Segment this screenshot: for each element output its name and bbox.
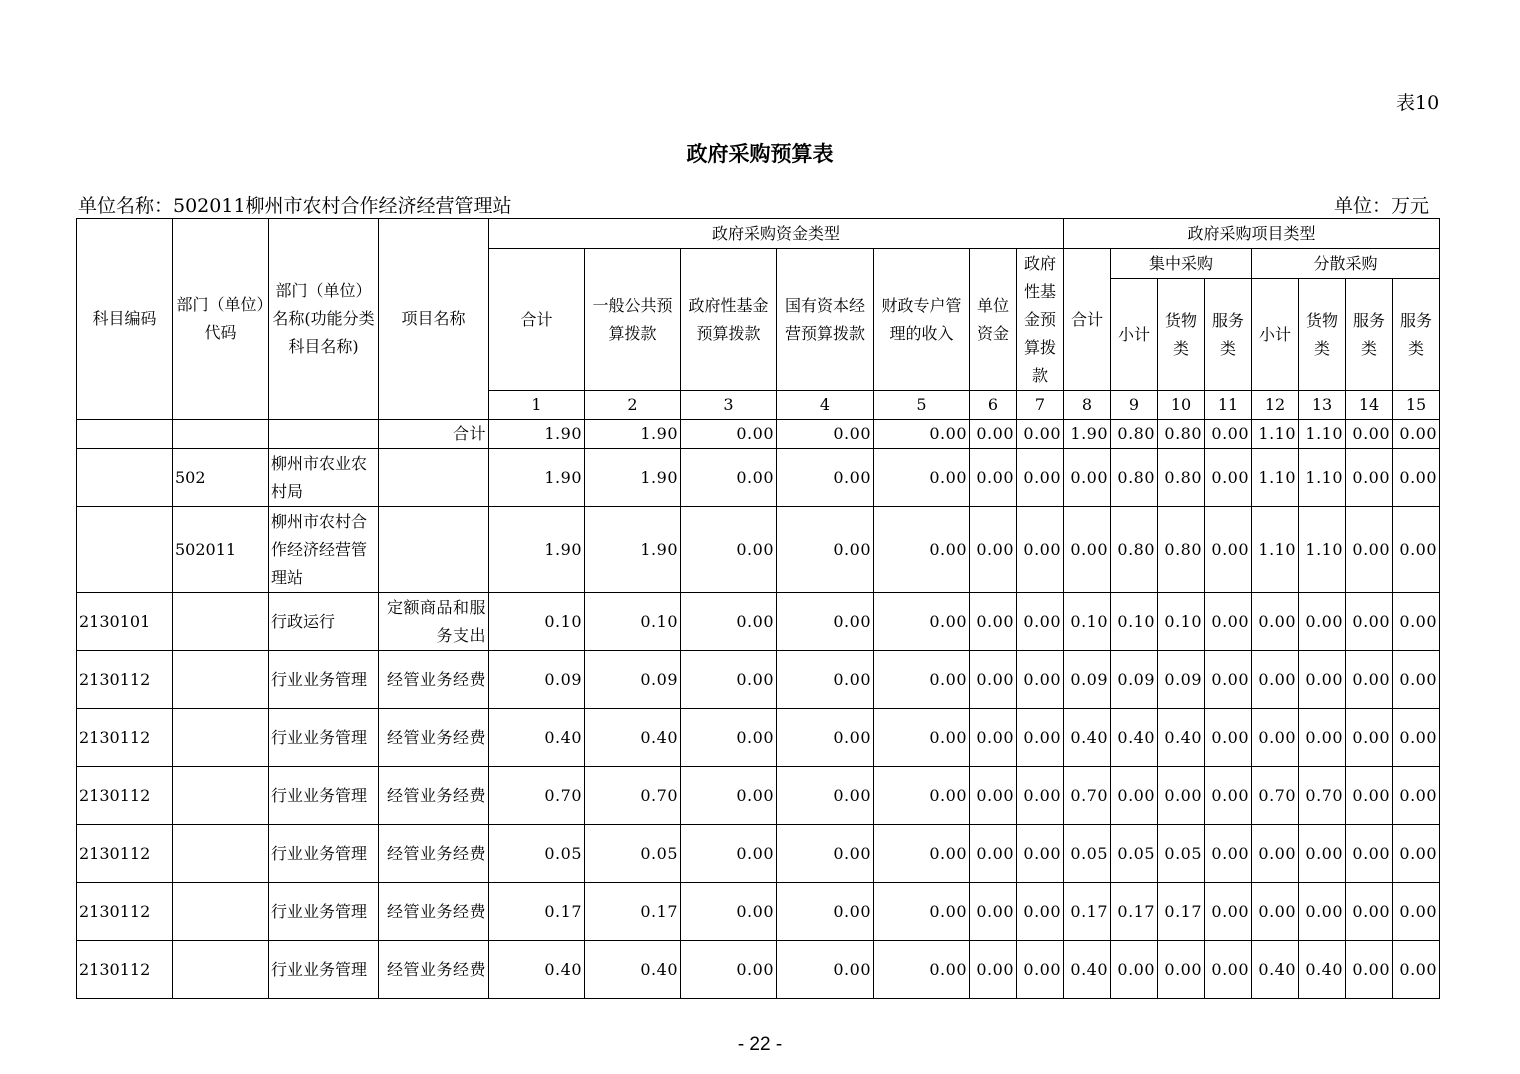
value-cell: 0.40 <box>489 709 585 767</box>
value-cell: 0.17 <box>585 883 681 941</box>
dept-name-cell <box>269 420 379 449</box>
value-cell: 1.10 <box>1252 507 1299 593</box>
dept-name-cell: 行业业务管理 <box>269 825 379 883</box>
column-number: 2 <box>585 391 681 420</box>
value-cell: 0.09 <box>585 651 681 709</box>
value-cell: 0.00 <box>874 449 970 507</box>
column-number: 4 <box>777 391 874 420</box>
col-header-unit-fund: 单位资金 <box>970 249 1017 391</box>
value-cell: 0.00 <box>1346 507 1393 593</box>
value-cell: 0.00 <box>970 767 1017 825</box>
value-cell: 0.00 <box>1205 593 1252 651</box>
value-cell: 0.00 <box>777 651 874 709</box>
value-cell: 0.80 <box>1111 420 1158 449</box>
value-cell: 0.05 <box>1064 825 1111 883</box>
value-cell: 0.00 <box>1205 825 1252 883</box>
value-cell: 0.00 <box>1252 709 1299 767</box>
value-cell: 0.00 <box>1346 420 1393 449</box>
value-cell: 0.00 <box>777 825 874 883</box>
value-cell: 0.00 <box>681 507 777 593</box>
dept-name-cell: 柳州市农业农村局 <box>269 449 379 507</box>
value-cell: 0.00 <box>1393 941 1440 999</box>
value-cell: 0.00 <box>1299 593 1346 651</box>
column-number: 11 <box>1205 391 1252 420</box>
value-cell: 0.00 <box>1205 883 1252 941</box>
value-cell: 0.00 <box>1252 651 1299 709</box>
column-number: 3 <box>681 391 777 420</box>
col-header-dispersed-service: 服务类 <box>1346 279 1393 391</box>
value-cell: 0.00 <box>970 593 1017 651</box>
value-cell: 0.09 <box>1111 651 1158 709</box>
value-cell: 0.10 <box>1064 593 1111 651</box>
value-cell: 0.00 <box>1205 449 1252 507</box>
dept-code-cell <box>173 593 269 651</box>
value-cell: 0.00 <box>1299 825 1346 883</box>
dept-code-cell <box>173 651 269 709</box>
col-header-project-name: 项目名称 <box>379 219 489 420</box>
value-cell: 0.40 <box>1064 709 1111 767</box>
value-cell: 0.00 <box>1205 941 1252 999</box>
value-cell: 0.00 <box>1346 593 1393 651</box>
value-cell: 0.00 <box>681 449 777 507</box>
dept-code-cell: 502 <box>173 449 269 507</box>
value-cell: 0.00 <box>681 825 777 883</box>
project-name-cell <box>379 507 489 593</box>
value-cell: 0.00 <box>1252 593 1299 651</box>
table-number: 表10 <box>1396 92 1440 114</box>
value-cell: 0.00 <box>1017 507 1064 593</box>
value-cell: 0.80 <box>1158 420 1205 449</box>
value-cell: 0.17 <box>1064 883 1111 941</box>
value-cell: 0.00 <box>874 593 970 651</box>
value-cell: 0.00 <box>1017 449 1064 507</box>
value-cell: 0.40 <box>1158 709 1205 767</box>
value-cell: 0.05 <box>585 825 681 883</box>
value-cell: 0.00 <box>1064 449 1111 507</box>
value-cell: 0.10 <box>489 593 585 651</box>
dept-name-cell: 行业业务管理 <box>269 941 379 999</box>
value-cell: 1.10 <box>1252 420 1299 449</box>
value-cell: 0.00 <box>1393 767 1440 825</box>
column-number: 13 <box>1299 391 1346 420</box>
dept-name-cell: 行政运行 <box>269 593 379 651</box>
value-cell: 0.17 <box>1111 883 1158 941</box>
value-cell: 0.09 <box>489 651 585 709</box>
value-cell: 0.00 <box>1205 420 1252 449</box>
procurement-budget-table <box>76 218 1440 999</box>
col-header-fund-type-group: 政府采购资金类型 <box>489 219 1064 249</box>
value-cell: 0.09 <box>1158 651 1205 709</box>
value-cell: 0.00 <box>1017 651 1064 709</box>
value-cell: 0.40 <box>1064 941 1111 999</box>
table-row <box>77 593 1440 651</box>
value-cell: 0.00 <box>1299 651 1346 709</box>
value-cell: 0.00 <box>681 420 777 449</box>
value-cell: 0.00 <box>1346 709 1393 767</box>
value-cell: 0.40 <box>585 709 681 767</box>
value-cell: 0.00 <box>1299 883 1346 941</box>
value-cell: 0.00 <box>1393 651 1440 709</box>
value-cell: 0.00 <box>777 767 874 825</box>
value-cell: 0.00 <box>1346 449 1393 507</box>
subject-code-cell: 2130112 <box>77 825 173 883</box>
column-number: 7 <box>1017 391 1064 420</box>
value-cell: 0.80 <box>1158 449 1205 507</box>
dept-name-cell: 行业业务管理 <box>269 709 379 767</box>
currency-unit: 单位：万元 <box>1334 195 1430 217</box>
value-cell: 0.00 <box>970 651 1017 709</box>
project-name-cell: 经管业务经费 <box>379 767 489 825</box>
col-header-gov-fund-budget: 政府性基金预算拨款 <box>1017 249 1064 391</box>
table-row <box>77 825 1440 883</box>
col-header-gov-fund: 政府性基金预算拨款 <box>681 249 777 391</box>
value-cell: 0.00 <box>874 651 970 709</box>
value-cell: 0.00 <box>970 941 1017 999</box>
value-cell: 0.00 <box>1017 941 1064 999</box>
value-cell: 1.90 <box>585 507 681 593</box>
value-cell: 0.00 <box>681 767 777 825</box>
value-cell: 0.00 <box>681 593 777 651</box>
column-number: 14 <box>1346 391 1393 420</box>
table-row <box>77 651 1440 709</box>
table-row <box>77 883 1440 941</box>
value-cell: 0.00 <box>1299 709 1346 767</box>
dept-name-cell: 行业业务管理 <box>269 883 379 941</box>
value-cell: 0.00 <box>777 709 874 767</box>
value-cell: 0.00 <box>970 709 1017 767</box>
value-cell: 0.00 <box>681 709 777 767</box>
value-cell: 0.00 <box>777 883 874 941</box>
value-cell: 0.00 <box>970 420 1017 449</box>
subject-code-cell <box>77 420 173 449</box>
column-number: 10 <box>1158 391 1205 420</box>
value-cell: 0.00 <box>1111 767 1158 825</box>
value-cell: 0.00 <box>874 941 970 999</box>
value-cell: 0.00 <box>681 883 777 941</box>
table-row <box>77 709 1440 767</box>
value-cell: 1.90 <box>489 449 585 507</box>
col-header-dispersed-goods: 货物类 <box>1299 279 1346 391</box>
value-cell: 0.00 <box>1393 420 1440 449</box>
value-cell: 0.10 <box>585 593 681 651</box>
value-cell: 0.70 <box>585 767 681 825</box>
column-number: 5 <box>874 391 970 420</box>
unit-name: 单位名称：502011柳州市农村合作经济经营管理站 <box>78 195 512 217</box>
col-header-dispersed: 分散采购 <box>1252 249 1440 279</box>
value-cell: 0.00 <box>874 420 970 449</box>
value-cell: 0.40 <box>489 941 585 999</box>
value-cell: 0.00 <box>1252 825 1299 883</box>
value-cell: 1.10 <box>1252 449 1299 507</box>
table-row <box>77 420 1440 449</box>
value-cell: 0.00 <box>874 883 970 941</box>
value-cell: 0.00 <box>1064 507 1111 593</box>
value-cell: 0.00 <box>777 507 874 593</box>
value-cell: 0.00 <box>1393 825 1440 883</box>
value-cell: 0.70 <box>1299 767 1346 825</box>
value-cell: 0.40 <box>1299 941 1346 999</box>
dept-code-cell <box>173 883 269 941</box>
value-cell: 0.00 <box>1346 767 1393 825</box>
page-number: - 22 - <box>737 1034 783 1055</box>
table-row <box>77 507 1440 593</box>
table-row <box>77 767 1440 825</box>
value-cell: 0.00 <box>1393 507 1440 593</box>
value-cell: 0.80 <box>1158 507 1205 593</box>
subject-code-cell: 2130112 <box>77 883 173 941</box>
value-cell: 0.40 <box>1252 941 1299 999</box>
col-header-state-capital: 国有资本经营预算拨款 <box>777 249 874 391</box>
dept-code-cell <box>173 825 269 883</box>
subject-code-cell <box>77 449 173 507</box>
column-number: 6 <box>970 391 1017 420</box>
dept-code-cell <box>173 709 269 767</box>
col-header-dept-name: 部门（单位）名称(功能分类科目名称) <box>269 219 379 420</box>
value-cell: 0.05 <box>1111 825 1158 883</box>
column-number: 15 <box>1393 391 1440 420</box>
value-cell: 0.00 <box>874 767 970 825</box>
value-cell: 0.00 <box>681 651 777 709</box>
page-title: 政府采购预算表 <box>686 141 834 166</box>
dept-code-cell <box>173 767 269 825</box>
subject-code-cell <box>77 507 173 593</box>
value-cell: 0.00 <box>1017 767 1064 825</box>
table-row <box>77 449 1440 507</box>
dept-code-cell: 502011 <box>173 507 269 593</box>
value-cell: 0.10 <box>1158 593 1205 651</box>
value-cell: 0.00 <box>1205 767 1252 825</box>
col-header-subject-code: 科目编码 <box>77 219 173 420</box>
col-header-fund-total: 合计 <box>489 249 585 391</box>
column-number: 8 <box>1064 391 1111 420</box>
value-cell: 0.00 <box>1017 593 1064 651</box>
column-number: 9 <box>1111 391 1158 420</box>
value-cell: 0.00 <box>777 420 874 449</box>
value-cell: 0.00 <box>681 941 777 999</box>
col-header-central: 集中采购 <box>1111 249 1252 279</box>
value-cell: 0.00 <box>1393 593 1440 651</box>
project-name-cell: 经管业务经费 <box>379 883 489 941</box>
value-cell: 0.05 <box>1158 825 1205 883</box>
value-cell: 0.00 <box>1017 420 1064 449</box>
value-cell: 0.00 <box>1017 825 1064 883</box>
value-cell: 0.00 <box>970 449 1017 507</box>
value-cell: 0.70 <box>1252 767 1299 825</box>
col-header-general-public: 一般公共预算拨款 <box>585 249 681 391</box>
value-cell: 0.00 <box>777 941 874 999</box>
value-cell: 0.00 <box>1205 651 1252 709</box>
dept-name-cell: 柳州市农村合作经济经营管理站 <box>269 507 379 593</box>
value-cell: 1.90 <box>585 420 681 449</box>
value-cell: 0.10 <box>1111 593 1158 651</box>
col-header-dispersed-subtotal: 小计 <box>1252 279 1299 391</box>
value-cell: 1.10 <box>1299 449 1346 507</box>
value-cell: 0.00 <box>970 883 1017 941</box>
value-cell: 0.80 <box>1111 449 1158 507</box>
dept-name-cell: 行业业务管理 <box>269 651 379 709</box>
col-header-central-goods: 货物类 <box>1158 279 1205 391</box>
value-cell: 0.17 <box>1158 883 1205 941</box>
project-name-cell: 经管业务经费 <box>379 825 489 883</box>
value-cell: 0.00 <box>1346 825 1393 883</box>
value-cell: 0.00 <box>1393 883 1440 941</box>
value-cell: 0.00 <box>1346 941 1393 999</box>
value-cell: 0.00 <box>970 825 1017 883</box>
project-name-cell: 经管业务经费 <box>379 709 489 767</box>
value-cell: 0.00 <box>874 507 970 593</box>
dept-name-cell: 行业业务管理 <box>269 767 379 825</box>
value-cell: 0.80 <box>1111 507 1158 593</box>
dept-code-cell <box>173 941 269 999</box>
subject-code-cell: 2130112 <box>77 651 173 709</box>
value-cell: 0.00 <box>1205 507 1252 593</box>
value-cell: 0.00 <box>1393 709 1440 767</box>
project-name-cell: 定额商品和服务支出 <box>379 593 489 651</box>
col-header-project-type-group: 政府采购项目类型 <box>1064 219 1440 249</box>
project-name-cell: 经管业务经费 <box>379 651 489 709</box>
value-cell: 1.90 <box>489 420 585 449</box>
col-header-proj-total: 合计 <box>1064 249 1111 391</box>
value-cell: 1.10 <box>1299 420 1346 449</box>
value-cell: 0.00 <box>1111 941 1158 999</box>
value-cell: 1.10 <box>1299 507 1346 593</box>
project-name-cell: 经管业务经费 <box>379 941 489 999</box>
value-cell: 0.00 <box>777 593 874 651</box>
col-header-dept-code: 部门（单位）代码 <box>173 219 269 420</box>
value-cell: 0.00 <box>874 709 970 767</box>
col-header-dispersed-service-2: 服务类 <box>1393 279 1440 391</box>
value-cell: 0.40 <box>1111 709 1158 767</box>
subject-code-cell: 2130112 <box>77 709 173 767</box>
value-cell: 0.00 <box>1393 449 1440 507</box>
value-cell: 0.00 <box>1252 883 1299 941</box>
project-name-cell: 合计 <box>379 420 489 449</box>
col-header-special-account: 财政专户管理的收入 <box>874 249 970 391</box>
col-header-central-service: 服务类 <box>1205 279 1252 391</box>
value-cell: 0.00 <box>1158 767 1205 825</box>
value-cell: 0.00 <box>1205 709 1252 767</box>
subject-code-cell: 2130112 <box>77 767 173 825</box>
value-cell: 0.00 <box>1017 883 1064 941</box>
column-number: 12 <box>1252 391 1299 420</box>
value-cell: 0.00 <box>1346 651 1393 709</box>
value-cell: 0.70 <box>489 767 585 825</box>
value-cell: 0.17 <box>489 883 585 941</box>
dept-code-cell <box>173 420 269 449</box>
value-cell: 0.00 <box>874 825 970 883</box>
project-name-cell <box>379 449 489 507</box>
value-cell: 0.00 <box>1158 941 1205 999</box>
value-cell: 1.90 <box>1064 420 1111 449</box>
value-cell: 1.90 <box>585 449 681 507</box>
value-cell: 0.05 <box>489 825 585 883</box>
subject-code-cell: 2130112 <box>77 941 173 999</box>
subject-code-cell: 2130101 <box>77 593 173 651</box>
value-cell: 0.40 <box>585 941 681 999</box>
value-cell: 0.00 <box>1017 709 1064 767</box>
col-header-central-subtotal: 小计 <box>1111 279 1158 391</box>
value-cell: 0.00 <box>970 507 1017 593</box>
column-number: 1 <box>489 391 585 420</box>
value-cell: 0.00 <box>777 449 874 507</box>
value-cell: 0.70 <box>1064 767 1111 825</box>
table-row <box>77 941 1440 999</box>
value-cell: 1.90 <box>489 507 585 593</box>
value-cell: 0.09 <box>1064 651 1111 709</box>
value-cell: 0.00 <box>1346 883 1393 941</box>
